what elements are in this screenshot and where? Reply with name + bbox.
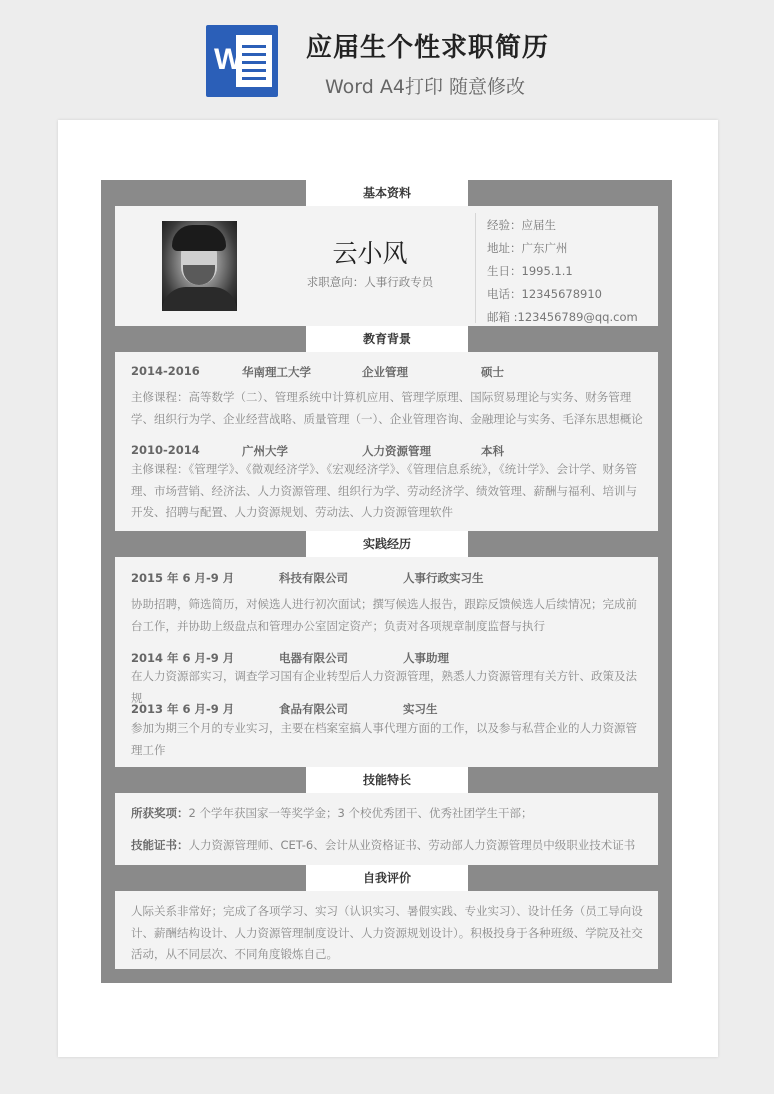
page-subtitle: Word A4打印 随意修改: [325, 76, 526, 98]
info-birthday: 生日：1995.1.1: [487, 264, 573, 278]
avatar: [162, 221, 237, 311]
edu-courses: 主修课程：《管理学》、《微观经济学》、《宏观经济学》、《管理信息系统》，《统计学》、会计学、财务管理、市场营销、经济法、人力资源管理、组织行为学、劳动经济学、绩效管理、薪酬与福利、培训与开发、招聘与配置、人力资源规划、劳动法、人力资源管理软件: [131, 462, 637, 519]
practice-desc: 在人力资源部实习，调查学习国有企业转型后人力资源管理，熟悉人力资源管理有关方针、政策及法规: [131, 669, 637, 705]
edu-school: 华南理工大学: [242, 365, 311, 379]
edu-school: 广州大学: [242, 444, 288, 458]
practice-period: 2015 年 6 月-9 月: [131, 571, 235, 585]
edu-courses: 主修课程：高等数学（二）、管理系统中计算机应用、管理学原理、国际贸易理论与实务、财务管理学、组织行为学、企业经营战略、质量管理（一）、企业管理咨询、金融理论与实务、毛泽东思想概论: [131, 390, 643, 426]
practice-company: 食品有限公司: [279, 702, 348, 716]
practice-period: 2013 年 6 月-9 月: [131, 702, 235, 716]
edu-major: 企业管理: [362, 365, 408, 379]
edu-degree: 硕士: [481, 365, 504, 379]
edu-period: 2014-2016: [131, 364, 200, 378]
candidate-name: 云小风: [332, 239, 408, 268]
practice-role: 人事助理: [403, 651, 449, 665]
job-intent: 求职意向：人事行政专员: [306, 275, 434, 289]
practice-role: 人事行政实习生: [403, 571, 484, 585]
self-eval-text: 人际关系非常好；完成了各项学习、实习（认识实习、暑假实践、专业实习）、设计任务（员工导向设计、薪酬结构设计、人力资源管理制度设计、人力资源规划设计）。积极投身于各种班级、学院及社交活动，从不同层次、不同角度锻炼自己。: [131, 904, 643, 961]
section-tab-education: 教育背景: [306, 326, 468, 352]
practice-desc: 协助招聘，筛选简历，对候选人进行初次面试；撰写候选人报告，跟踪反馈候选人后续情况；完成前台工作，并协助上级盘点和管理办公室固定资产；负责对各项规章制度监督与执行: [131, 597, 637, 633]
awards-label: 所获奖项：: [131, 806, 189, 820]
edu-degree: 本科: [481, 444, 504, 458]
practice-company: 电器有限公司: [279, 651, 348, 665]
word-document-icon: W: [206, 25, 278, 97]
info-email: 邮箱 :123456789@qq.com: [487, 310, 638, 324]
awards-text: 2 个学年获国家一等奖学金；3 个校优秀团干、优秀社团学生干部；: [188, 806, 533, 820]
edu-major: 人力资源管理: [362, 444, 431, 458]
info-phone: 电话：12345678910: [487, 287, 602, 301]
skills-awards: [131, 803, 643, 825]
practice-company: 科技有限公司: [279, 571, 348, 585]
certs-text: 人力资源管理师、CET-6、会计从业资格证书、劳动部人力资源管理员中级职业技术证书: [188, 838, 636, 852]
page-title: 应届生个性求职简历: [306, 33, 550, 63]
section-tab-practice: 实践经历: [306, 531, 468, 557]
practice-period: 2014 年 6 月-9 月: [131, 651, 235, 665]
practice-desc: 参加为期三个月的专业实习，主要在档案室搞人事代理方面的工作，以及参与私营企业的人力资源管理工作: [131, 721, 637, 757]
page-header: [0, 0, 774, 110]
section-tab-basic: 基本资料: [306, 180, 468, 206]
edu-period: 2010-2014: [131, 443, 200, 457]
section-tab-skills: 技能特长: [306, 767, 468, 793]
certs-label: 技能证书：: [131, 838, 189, 852]
divider: [475, 213, 476, 323]
section-tab-self: 自我评价: [306, 865, 468, 891]
skills-certs: [131, 835, 643, 857]
info-experience: 经验：应届生: [487, 218, 556, 232]
practice-role: 实习生: [403, 702, 438, 716]
info-address: 地址：广东广州: [487, 241, 568, 255]
